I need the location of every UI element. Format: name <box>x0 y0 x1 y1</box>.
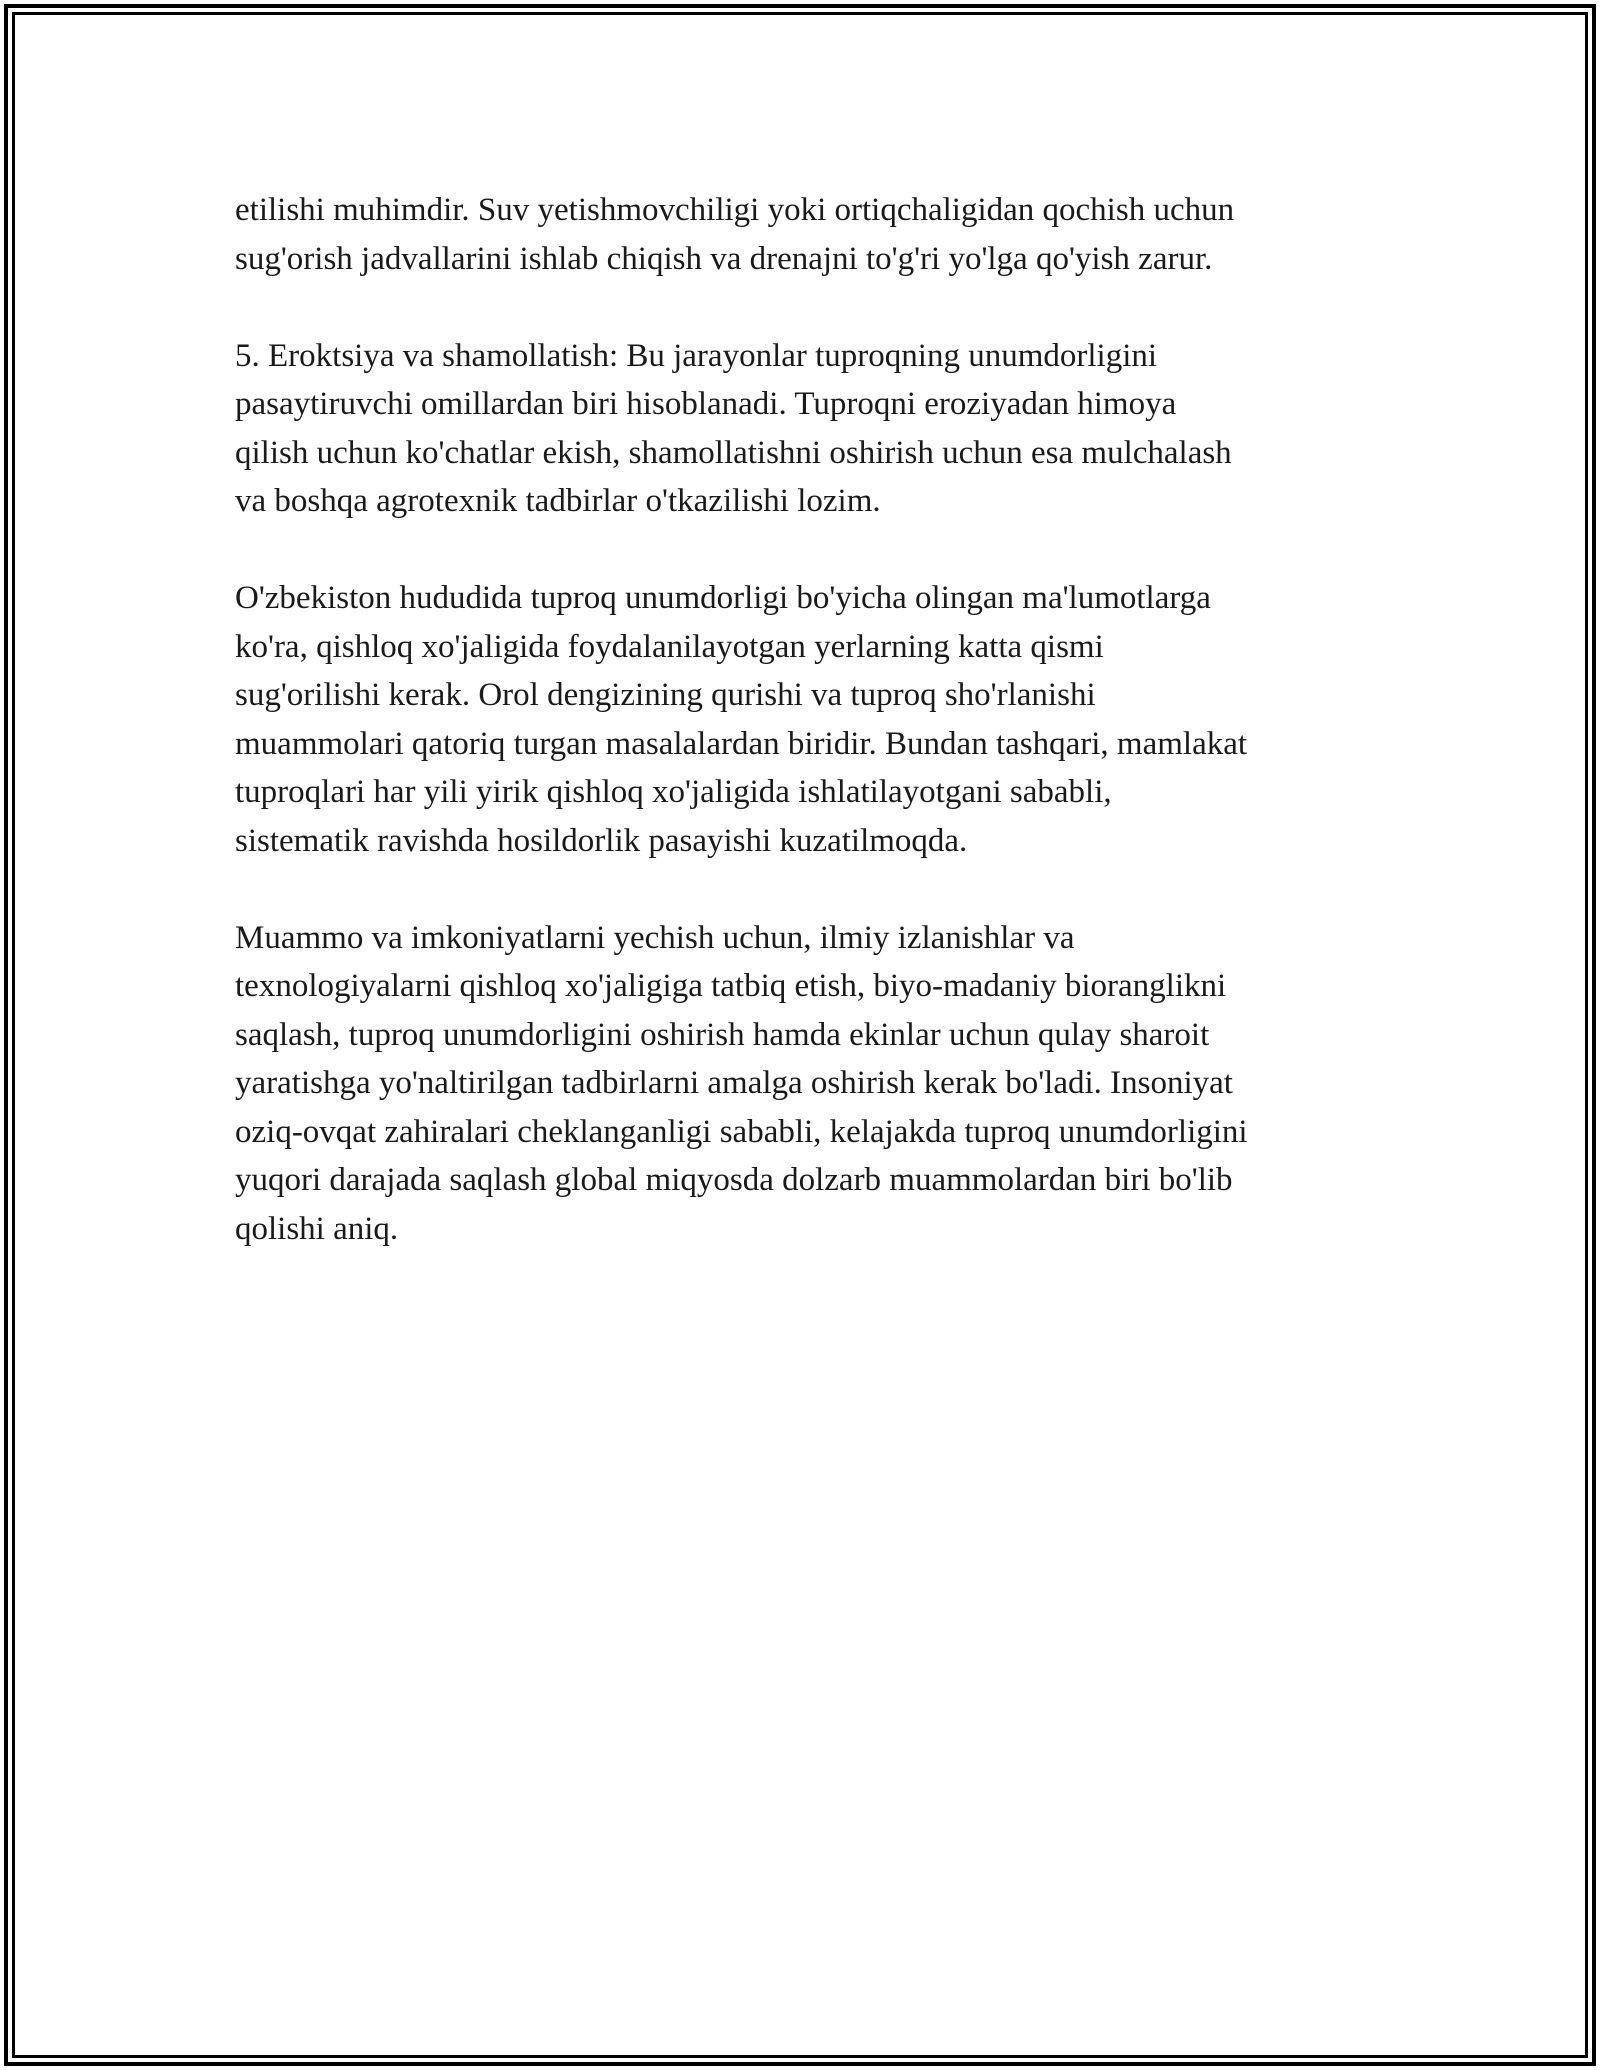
text-line: pasaytiruvchi omillardan biri hisoblanadi. Tuproqni eroziyadan himoya <box>235 386 1177 422</box>
text-line: qilish uchun ko'chatlar ekish, shamollatishni oshirish uchun esa mulchalash <box>235 434 1232 471</box>
text-line: Muammo va imkoniyatlarni yechish uchun, ilmiy izlanishlar va <box>235 919 1075 956</box>
text-line: yuqori darajada saqlash global miqyosda dolzarb muammolardan biri bo'lib <box>235 1162 1233 1198</box>
text-line: etilishi muhimdir. Suv yetishmovchiligi yoki ortiqchaligidan qochish uchun <box>235 192 1235 228</box>
text-line: saqlash, tuproq unumdorligini oshirish hamda ekinlar uchun qulay sharoit <box>235 1016 1210 1053</box>
text-line: O'zbekiston hududida tuproq unumdorligi bo'yicha olingan ma'lumotlarga <box>235 580 1211 616</box>
text-line: texnologiyalarni qishloq xo'jaligiga tatbiq etish, biyo-madaniy bioranglikni <box>235 968 1227 1004</box>
text-line: ko'ra, qishloq xo'jaligida foydalanilayotgan yerlarning katta qismi <box>235 628 1104 665</box>
text-line: oziq-ovqat zahiralari cheklanganligi sababli, kelajakda tuproq unumdorligini <box>235 1113 1248 1150</box>
document-body <box>235 186 1395 1302</box>
paragraph-irrigation <box>235 186 1395 283</box>
text-line: tuproqlari har yili yirik qishloq xo'jaligida ishlatilayotgani sababli, <box>235 774 1112 810</box>
text-line: va boshqa agrotexnik tadbirlar o'tkazilishi lozim. <box>235 483 881 519</box>
text-line: sug'orish jadvallarini ishlab chiqish va drenajni to'g'ri yo'lga qo'yish zarur. <box>235 240 1213 277</box>
paragraph-solutions <box>235 914 1395 1254</box>
paragraph-uzbekistan-soil <box>235 574 1395 865</box>
text-line: yaratishga yo'naltirilgan tadbirlarni amalga oshirish kerak bo'ladi. Insoniyat <box>235 1065 1233 1101</box>
text-line: qolishi aniq. <box>235 1210 399 1247</box>
text-line: 5. Eroktsiya va shamollatish: Bu jarayonlar tuproqning unumdorligini <box>235 337 1158 374</box>
text-line: sug'orilishi kerak. Orol dengizining qurishi va tuproq sho'rlanishi <box>235 677 1096 713</box>
paragraph-erosion-aeration <box>235 332 1395 526</box>
text-line: sistematik ravishda hosildorlik pasayishi kuzatilmoqda. <box>235 822 968 859</box>
text-line: muammolari qatoriq turgan masalalardan biridir. Bundan tashqari, mamlakat <box>235 725 1248 762</box>
